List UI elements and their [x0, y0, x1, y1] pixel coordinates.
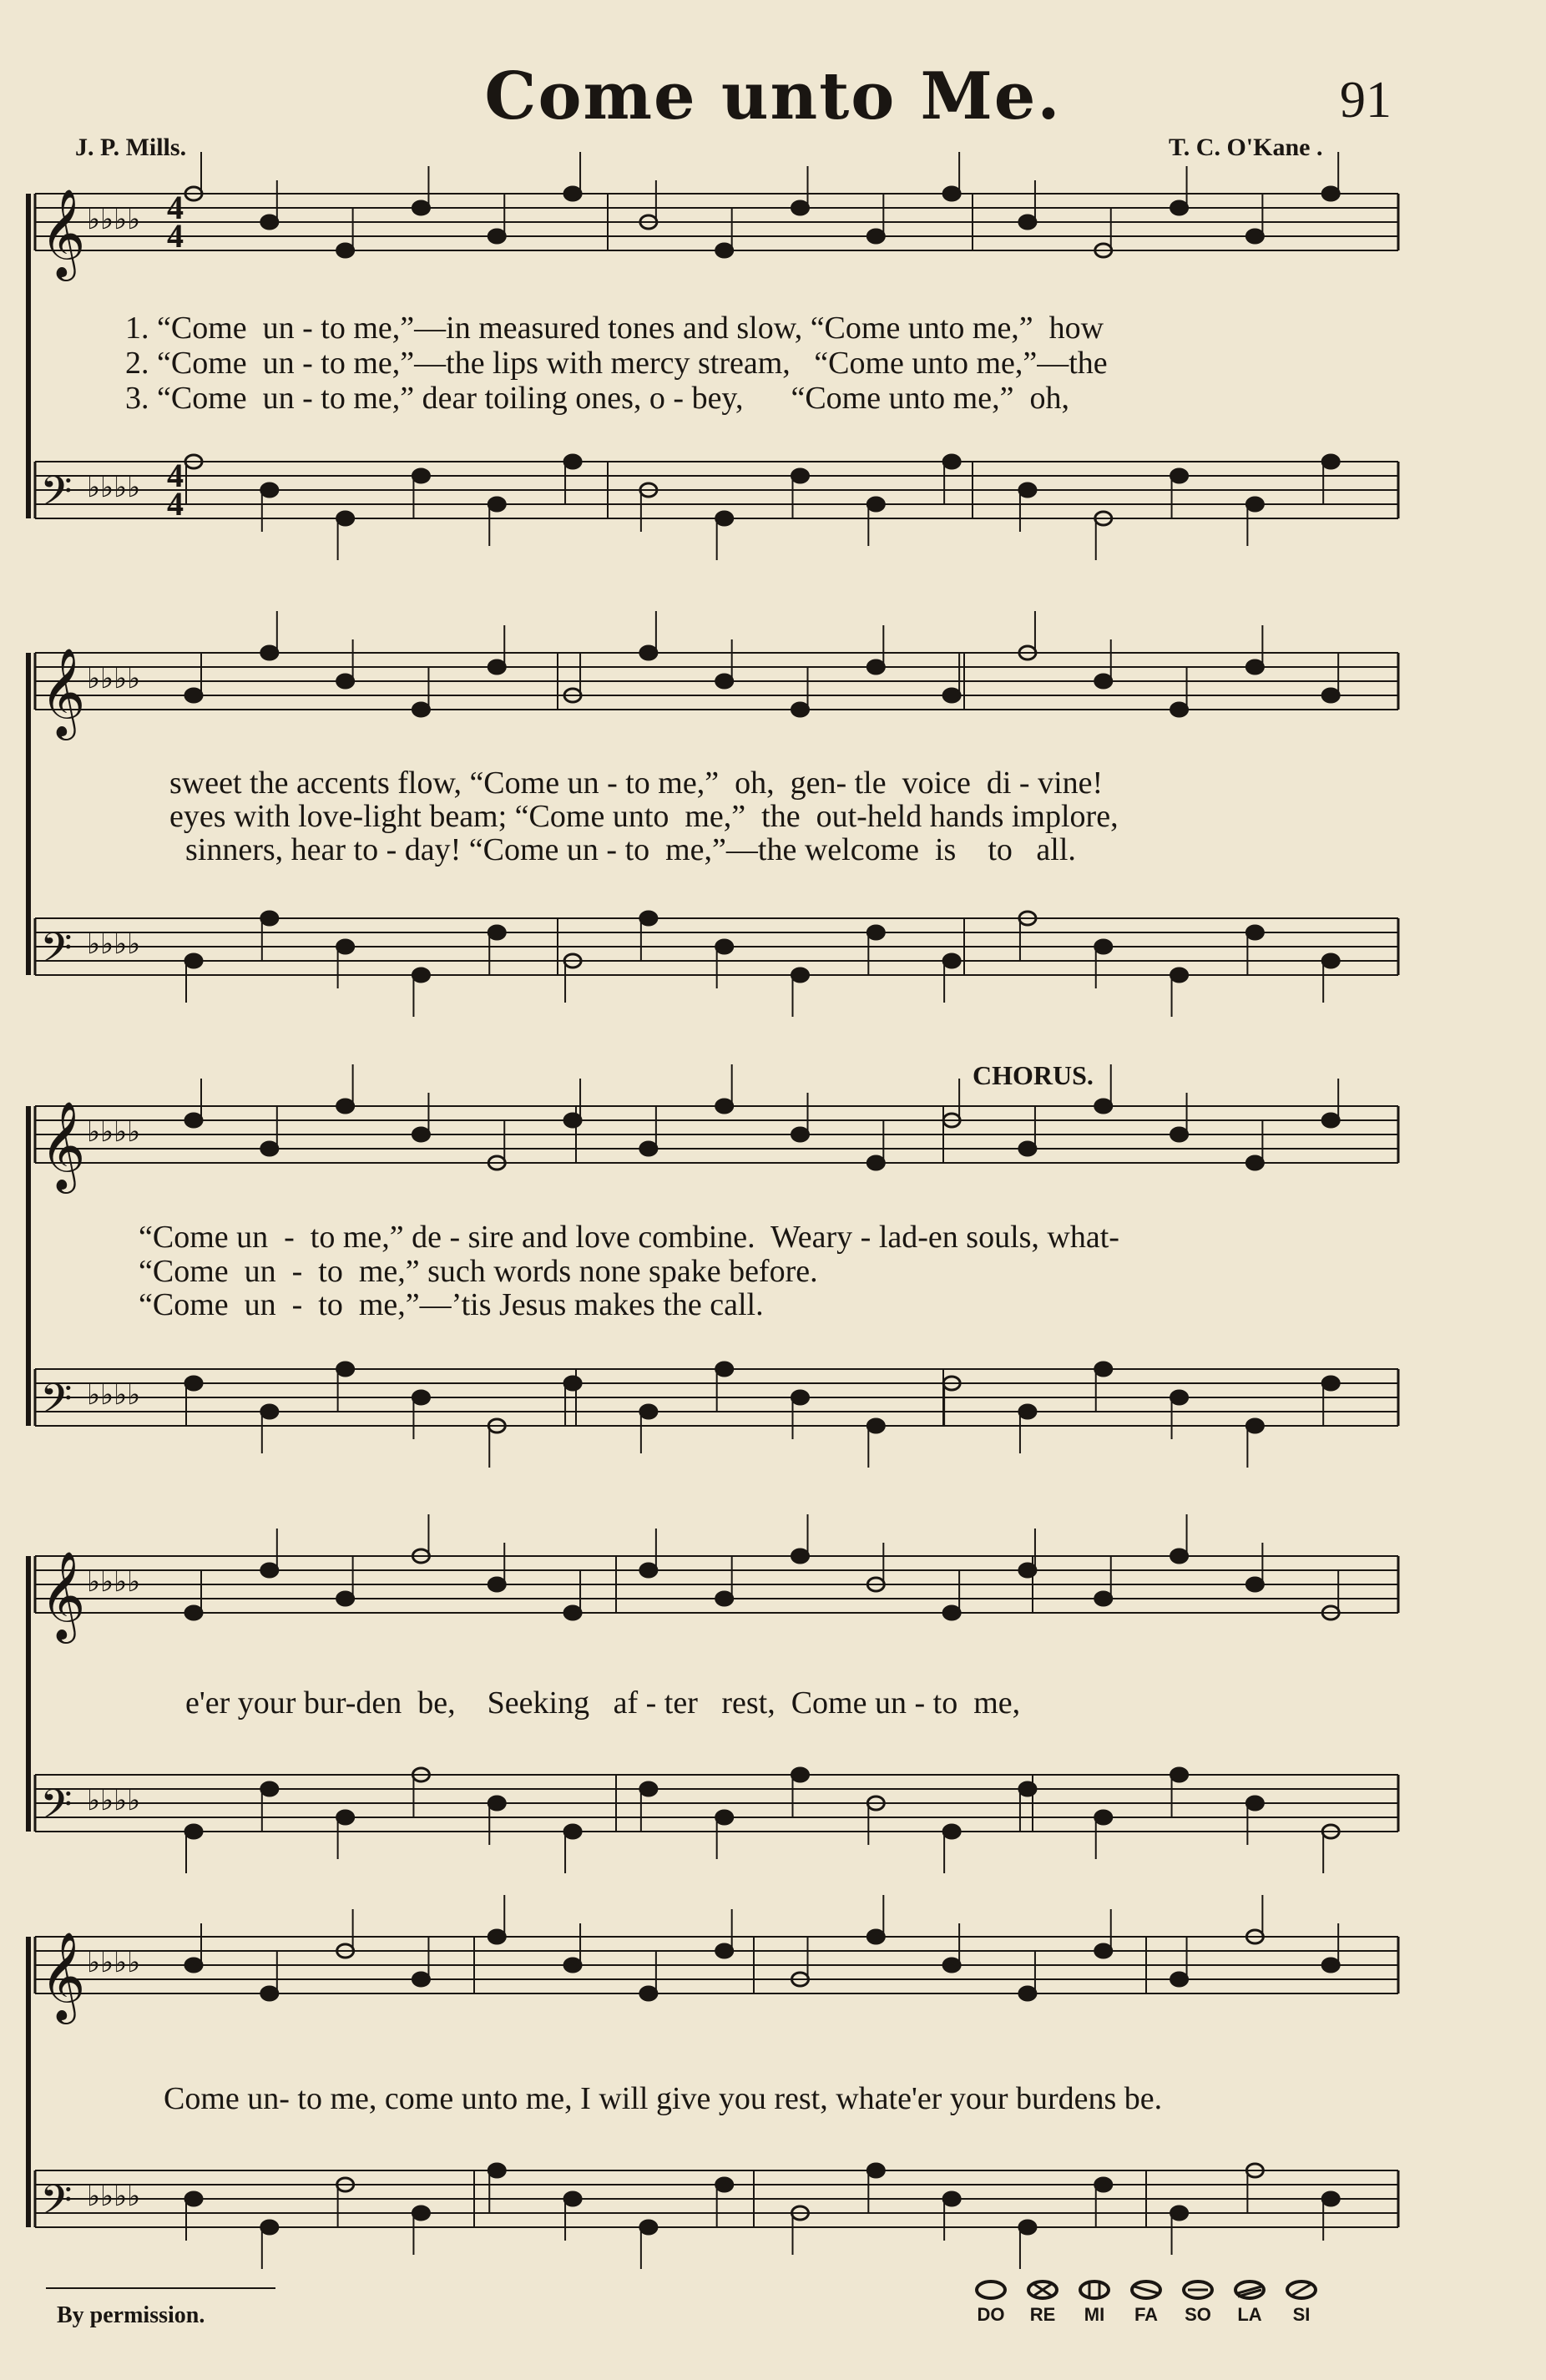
- note-head: [1171, 2206, 1188, 2220]
- note-head: [867, 660, 884, 674]
- note-head: [943, 1606, 960, 1620]
- lyric-line-sys4: e'er your bur-den be, Seeking af - ter rest, Come un - to me,: [185, 1685, 1021, 1721]
- note-head: [1246, 1796, 1263, 1810]
- note-head: [1322, 2192, 1339, 2206]
- note-head: [1171, 1768, 1188, 1781]
- note-head: [261, 483, 278, 497]
- note-head: [640, 1564, 657, 1577]
- fa-shape-icon: [1129, 2279, 1163, 2301]
- note-head: [261, 1564, 278, 1577]
- chorus-label: CHORUS.: [973, 1060, 1094, 1090]
- note-head: [412, 469, 429, 483]
- note-head: [488, 230, 505, 243]
- note-head: [1019, 1564, 1036, 1577]
- note-head: [716, 675, 733, 688]
- note-head: [1095, 675, 1112, 688]
- note-head: [261, 1782, 278, 1796]
- legend-si: SI: [1283, 2279, 1320, 2326]
- note-head: [185, 1377, 202, 1390]
- time-signature: 4: [167, 217, 184, 255]
- note-head: [337, 244, 354, 257]
- note-head: [716, 244, 733, 257]
- treble-clef-icon: 𝄞: [40, 188, 86, 277]
- lyric-line-sys1-v2: 2. “Come un - to me,”—the lips with mercy stream, “Come unto me,”—the: [125, 346, 1108, 381]
- note-head: [488, 1930, 505, 1943]
- note-head: [261, 1987, 278, 2000]
- key-signature-flats: ♭♭♭♭: [87, 664, 141, 695]
- note-head: [1246, 1156, 1263, 1170]
- note-head: [185, 1825, 202, 1838]
- note-head: [640, 1782, 657, 1796]
- note-head: [337, 675, 354, 688]
- note-head: [1322, 689, 1339, 702]
- legend-la: LA: [1231, 2279, 1268, 2326]
- note-head: [1171, 1973, 1188, 1986]
- note-head: [1095, 940, 1112, 953]
- footer-rule: [46, 2287, 275, 2289]
- note-head: [564, 1377, 581, 1390]
- note-head: [943, 1958, 960, 1972]
- note-head: [488, 498, 505, 511]
- note-head: [337, 512, 354, 525]
- note-head: [867, 1156, 884, 1170]
- re-shape-icon: [1026, 2279, 1059, 2301]
- note-head: [185, 1606, 202, 1620]
- key-signature-flats: ♭♭♭♭: [87, 2181, 141, 2212]
- key-signature-flats: ♭♭♭♭: [87, 1567, 141, 1598]
- key-signature-flats: ♭♭♭♭: [87, 1948, 141, 1978]
- note-head: [1095, 1099, 1112, 1113]
- time-signature: 4: [167, 457, 184, 494]
- note-head: [1019, 1987, 1036, 2000]
- note-head: [1095, 1362, 1112, 1376]
- lyric-line-sys2-v3: sinners, hear to - day! “Come un - to me,”—the welcome is to all.: [185, 832, 1076, 867]
- legend-so: SO: [1180, 2279, 1216, 2326]
- bass-clef-icon: 𝄢: [40, 1375, 73, 1433]
- note-head: [716, 512, 733, 525]
- note-head: [943, 689, 960, 702]
- permission-note: By permission.: [57, 2302, 205, 2328]
- note-head: [1171, 1128, 1188, 1141]
- note-head: [1322, 1958, 1339, 1972]
- lyric-line-sys3-v2: “Come un - to me,” such words none spake before.: [139, 1254, 818, 1289]
- note-head: [1095, 2178, 1112, 2191]
- lyricist-credit: J. P. Mills.: [75, 134, 187, 161]
- note-head: [1019, 1405, 1036, 1418]
- key-signature-flats: ♭♭♭♭: [87, 1117, 141, 1148]
- note-head: [640, 1142, 657, 1155]
- treble-clef-icon: 𝄞: [40, 1100, 86, 1190]
- note-head: [792, 703, 809, 716]
- lyric-line-sys5: Come un- to me, come unto me, I will give you rest, whate'er your burdens be.: [164, 2081, 1163, 2116]
- note-head: [261, 2221, 278, 2234]
- lyric-line-sys3-v3: “Come un - to me,”—’tis Jesus makes the call.: [139, 1287, 764, 1322]
- treble-clef-icon: 𝄞: [40, 1550, 86, 1640]
- note-head: [564, 2192, 581, 2206]
- note-head: [564, 1606, 581, 1620]
- note-head: [867, 2164, 884, 2177]
- note-head: [640, 2221, 657, 2234]
- note-head: [1322, 187, 1339, 200]
- note-head: [185, 1114, 202, 1127]
- note-head: [867, 230, 884, 243]
- note-head: [1019, 1782, 1036, 1796]
- note-head: [488, 1578, 505, 1591]
- note-head: [640, 1987, 657, 2000]
- note-head: [488, 926, 505, 939]
- key-signature-flats: ♭♭♭♭: [87, 1380, 141, 1411]
- note-head: [1246, 1578, 1263, 1591]
- note-head: [1322, 1114, 1339, 1127]
- bass-clef-icon: 𝄢: [40, 1781, 73, 1839]
- treble-clef-icon: 𝄞: [40, 1931, 86, 2020]
- note-head: [716, 1811, 733, 1824]
- note-head: [337, 1811, 354, 1824]
- so-shape-icon: [1181, 2279, 1215, 2301]
- note-head: [1095, 1811, 1112, 1824]
- note-head: [1019, 215, 1036, 229]
- bass-clef-icon: 𝄢: [40, 2176, 73, 2235]
- note-head: [412, 1391, 429, 1404]
- staff-systems: [28, 152, 1398, 2269]
- note-head: [1246, 498, 1263, 511]
- note-head: [1246, 660, 1263, 674]
- note-head: [564, 1958, 581, 1972]
- note-head: [1095, 1592, 1112, 1605]
- note-head: [1019, 2221, 1036, 2234]
- note-head: [943, 954, 960, 968]
- note-head: [488, 660, 505, 674]
- note-head: [1246, 926, 1263, 939]
- note-head: [792, 1391, 809, 1404]
- note-head: [640, 646, 657, 659]
- note-head: [792, 968, 809, 982]
- note-head: [337, 940, 354, 953]
- note-head: [412, 1128, 429, 1141]
- lyric-line-sys2-v1: sweet the accents flow, “Come un - to me,” oh, gen- tle voice di - vine!: [169, 766, 1104, 801]
- note-head: [261, 912, 278, 925]
- note-head: [412, 703, 429, 716]
- note-head: [792, 469, 809, 483]
- legend-fa: FA: [1128, 2279, 1165, 2326]
- note-head: [716, 1592, 733, 1605]
- note-head: [564, 1825, 581, 1838]
- note-head: [792, 201, 809, 215]
- note-head: [185, 954, 202, 968]
- legend-mi: MI: [1076, 2279, 1113, 2326]
- time-signature: 4: [167, 485, 184, 523]
- note-head: [1171, 469, 1188, 483]
- lyric-line-sys2-v2: eyes with love-light beam; “Come unto me,” the out-held hands implore,: [169, 799, 1119, 834]
- note-head: [412, 968, 429, 982]
- note-head: [640, 912, 657, 925]
- note-head: [1322, 455, 1339, 468]
- note-head: [261, 1405, 278, 1418]
- note-head: [185, 1958, 202, 1972]
- lyric-line-sys3-v1: “Come un - to me,” de - sire and love combine. Weary - lad-en souls, what-: [139, 1220, 1119, 1255]
- key-signature-flats: ♭♭♭♭: [87, 205, 141, 235]
- note-head: [185, 689, 202, 702]
- note-head: [337, 1099, 354, 1113]
- legend-do: DO: [973, 2279, 1009, 2326]
- key-signature-flats: ♭♭♭♭: [87, 1786, 141, 1817]
- note-head: [564, 455, 581, 468]
- note-head: [867, 1419, 884, 1433]
- note-head: [1171, 201, 1188, 215]
- note-head: [716, 2178, 733, 2191]
- time-signature: 4: [167, 189, 184, 226]
- note-head: [792, 1128, 809, 1141]
- note-head: [412, 1973, 429, 1986]
- note-head: [412, 2206, 429, 2220]
- note-head: [792, 1768, 809, 1781]
- note-head: [867, 1930, 884, 1943]
- note-head: [1095, 1944, 1112, 1958]
- note-head: [716, 940, 733, 953]
- note-head: [261, 1142, 278, 1155]
- note-head: [1322, 1377, 1339, 1390]
- note-head: [564, 1114, 581, 1127]
- key-signature-flats: ♭♭♭♭: [87, 929, 141, 960]
- la-shape-icon: [1233, 2279, 1266, 2301]
- note-head: [943, 455, 960, 468]
- legend-re: RE: [1024, 2279, 1061, 2326]
- lyric-line-sys1-v1: 1. “Come un - to me,”—in measured tones and slow, “Come unto me,” how: [125, 311, 1104, 346]
- note-head: [337, 1592, 354, 1605]
- key-signature-flats: ♭♭♭♭: [87, 472, 141, 503]
- bass-clef-icon: 𝄢: [40, 467, 73, 526]
- page-number: 91: [1340, 72, 1392, 129]
- note-head: [943, 187, 960, 200]
- si-shape-icon: [1285, 2279, 1318, 2301]
- note-head: [185, 2192, 202, 2206]
- note-head: [488, 1796, 505, 1810]
- composer-credit: T. C. O'Kane .: [1169, 134, 1323, 161]
- note-head: [1246, 230, 1263, 243]
- do-shape-icon: [974, 2279, 1008, 2301]
- shape-note-legend: [973, 2279, 1320, 2326]
- note-head: [564, 187, 581, 200]
- note-head: [1322, 954, 1339, 968]
- note-head: [1019, 1142, 1036, 1155]
- note-head: [261, 646, 278, 659]
- treble-clef-icon: 𝄞: [40, 647, 86, 736]
- note-head: [792, 1549, 809, 1563]
- note-head: [337, 1362, 354, 1376]
- note-head: [716, 1362, 733, 1376]
- mi-shape-icon: [1078, 2279, 1111, 2301]
- note-head: [412, 201, 429, 215]
- note-head: [867, 498, 884, 511]
- note-head: [1171, 1391, 1188, 1404]
- note-head: [716, 1944, 733, 1958]
- note-head: [261, 215, 278, 229]
- note-head: [716, 1099, 733, 1113]
- note-head: [1246, 1419, 1263, 1433]
- note-head: [867, 926, 884, 939]
- note-head: [1019, 483, 1036, 497]
- note-head: [1171, 703, 1188, 716]
- note-head: [1171, 968, 1188, 982]
- bass-clef-icon: 𝄢: [40, 924, 73, 983]
- note-head: [1171, 1549, 1188, 1563]
- note-head: [943, 1825, 960, 1838]
- note-head: [640, 1405, 657, 1418]
- note-head: [943, 2192, 960, 2206]
- hymn-title: Come unto Me.: [484, 58, 1062, 134]
- lyric-line-sys1-v3: 3. “Come un - to me,” dear toiling ones, o - bey, “Come unto me,” oh,: [125, 381, 1069, 416]
- note-head: [488, 2164, 505, 2177]
